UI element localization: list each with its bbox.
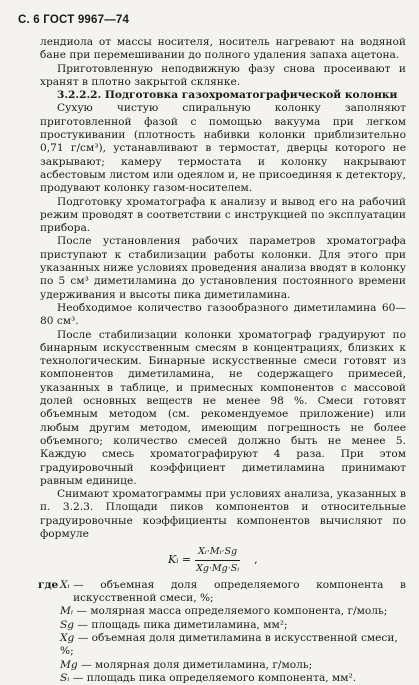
formula bbox=[168, 545, 406, 575]
legend-symbol: Xg bbox=[60, 632, 75, 645]
legend-symbol: Sg bbox=[60, 618, 75, 631]
legend-text: — молярная доля диметиламина, г/моль; bbox=[81, 658, 313, 671]
paragraph-6: Необходимое количество газообразного диметиламина 60—80 см³. bbox=[40, 301, 406, 328]
formula-trail: , bbox=[254, 553, 258, 567]
legend-row bbox=[60, 672, 406, 685]
legend-text: — молярная масса определяемого компонента, г/моль; bbox=[76, 605, 388, 618]
legend-symbol: Mᵢ bbox=[60, 605, 73, 618]
paragraph-1: лендиола от массы носителя, носитель нагревают на водяной бане при перемешивании до полного удаления запаха ацетона. bbox=[40, 36, 406, 62]
paragraph-7: После стабилизации колонки хроматограф градуируют по бинарным искусственным смесям в концентрациях, близких к технологическим. Бинарные искусственные смеси готовят из компонентов диметиламина, не содержащего примесей, указанных в таблице, и примесных компонентов с массовой долей основных веществ не менее 98 %. Смеси готовят объемным методом (см. рекомендуемое приложение) или любым другим методом, имеющим погрешность не более объемного; количество смесей должно быть не менее 5. Каждую смесь хроматографируют 4 раза. При этом градуировочный коэффициент диметиламина принимают равным единице. bbox=[40, 328, 406, 487]
legend-symbol: Sᵢ bbox=[60, 671, 70, 684]
paragraph-8: Снимают хроматограммы при условиях анализа, указанных в п. 3.2.3. Площади пиков компонентов и относительные градуировочные коэффициенты компонентов вычисляют по формуле bbox=[40, 488, 406, 540]
legend-row bbox=[60, 605, 406, 618]
formula-numerator: Xᵢ·Mᵢ·Sg bbox=[195, 545, 240, 560]
paragraph-2: Приготовленную неподвижную фазу снова просеивают и хранят в плотно закрытой склянке. bbox=[40, 62, 406, 88]
legend-row bbox=[60, 619, 406, 632]
formula-lhs: Kᵢ = bbox=[168, 553, 192, 567]
paragraph-3: Сухую чистую спиральную колонку заполняют приготовленной фазой с помощью вакуума при легком простукивании (плотность набивки колонки приблизительно 0,71 г/см³), устанавливают в термостат, дверцы которого не закрывают; камеру термостата и колонку накрывают асбестовым листом или одеялом и, не присоединяя к детектору, продувают колонку газом-носителем. bbox=[40, 102, 406, 195]
paragraph-4: Подготовку хроматографа к анализу и вывод его на рабочий режим проводят в соответствии с инструкцией по эксплуатации прибора. bbox=[40, 195, 406, 235]
formula-legend bbox=[40, 579, 406, 685]
legend-row bbox=[40, 579, 406, 606]
legend-row bbox=[60, 632, 406, 659]
page-header: С. 6 ГОСТ 9967—74 bbox=[18, 14, 130, 26]
legend-text: — объемная доля диметиламина в искусственной смеси, %; bbox=[60, 632, 398, 658]
formula-denominator: Xg·Mg·Sᵢ bbox=[196, 562, 240, 574]
paragraph-5: После установления рабочих параметров хроматографа приступают к стабилизации работы колонки. Для этого при указанных ниже условиях проведения анализа вводят в колонку по 5 см³ диметиламина до установления постоянного времени удерживания и высоты пика диметиламина. bbox=[40, 235, 406, 301]
legend-where: где bbox=[38, 578, 59, 591]
section-title: 3.2.2.2. Подготовка газохроматографической колонки bbox=[57, 89, 398, 102]
document-body bbox=[40, 36, 406, 685]
legend-text: — объемная доля определяемого компонента в искусственной смеси, %; bbox=[73, 578, 406, 605]
formula-fraction bbox=[195, 545, 240, 575]
legend-row bbox=[60, 659, 406, 672]
legend-symbol: Mg bbox=[60, 658, 78, 671]
legend-symbol: Xᵢ bbox=[60, 578, 70, 591]
legend-text: — площадь пика диметиламина, мм²; bbox=[77, 618, 288, 631]
legend-text: — площадь пика определяемого компонента, мм². bbox=[72, 671, 357, 684]
